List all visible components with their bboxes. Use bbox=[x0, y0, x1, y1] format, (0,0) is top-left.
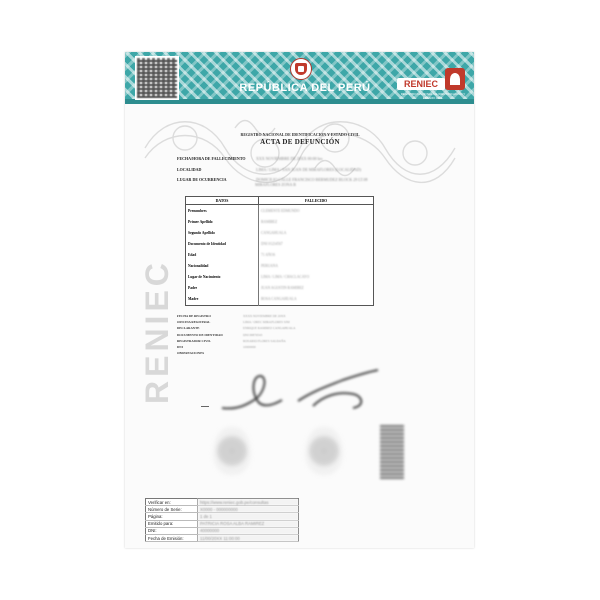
verification-box bbox=[145, 498, 299, 542]
info-label: LUGAR DE OCURRENCIA bbox=[177, 177, 227, 182]
verify-value: PATRICIA ROSA ALBA RAMIREZ bbox=[198, 520, 299, 527]
column-header: DATOS bbox=[186, 197, 259, 205]
info-label: FECHA/HORA DE FALLECIMIENTO bbox=[177, 156, 246, 161]
deceased-data-table bbox=[185, 196, 374, 306]
registration-value: XXXX NOVIEMBRE DE 20XX bbox=[243, 314, 286, 318]
signature-registrar bbox=[293, 366, 383, 416]
table-row bbox=[186, 216, 374, 227]
row-label: Lugar de Nacimiento bbox=[186, 272, 259, 283]
reniec-mark-icon bbox=[445, 68, 465, 90]
info-value: LIMA / LIMA / SAN JUAN DE MIRAFLORES (LOCALIDAD) bbox=[256, 167, 362, 172]
table-row bbox=[186, 283, 374, 294]
registration-label: FECHA DE REGISTRO bbox=[177, 314, 211, 318]
info-value-line2: MIRAFLORES ZONA B bbox=[255, 182, 296, 187]
verify-label: Emitido para: bbox=[146, 520, 198, 527]
verify-value: 1 de 1 bbox=[198, 513, 299, 520]
registration-label: DECLARANTE bbox=[177, 326, 200, 331]
registration-value: LIMA / OREC MIRAFLORES SJM bbox=[243, 320, 290, 325]
barcode-icon bbox=[380, 425, 404, 479]
row-value: 71 AÑOS bbox=[261, 252, 276, 257]
signature-declarant bbox=[217, 370, 287, 415]
table-row bbox=[186, 249, 374, 260]
table-header-row bbox=[186, 197, 374, 205]
verify-label: Fecha de Emisión: bbox=[146, 534, 198, 541]
table-row bbox=[146, 506, 299, 513]
registration-label: OFICINA REGISTRAL bbox=[177, 320, 211, 325]
row-label: Primer Apellido bbox=[186, 216, 259, 227]
row-value: DNI 01234567 bbox=[261, 241, 283, 246]
registration-label: REGISTRADOR CIVIL bbox=[177, 338, 211, 343]
info-value: DOMICILIO CALLE FRANCISCO BERMUDEZ BLOCK 29 LT.08 bbox=[256, 177, 368, 182]
row-value: PERUANA bbox=[261, 264, 278, 269]
registration-row bbox=[177, 351, 427, 357]
table-row bbox=[146, 527, 299, 534]
registration-value: ENRIQUE RAMIREZ CANGAHUALA bbox=[243, 326, 296, 331]
reniec-vertical-watermark: RENIEC bbox=[139, 259, 175, 405]
table-row bbox=[146, 534, 299, 541]
table-row bbox=[186, 205, 374, 217]
qr-code-icon bbox=[135, 56, 179, 100]
row-label: Madre bbox=[186, 294, 259, 306]
verify-label: Página: bbox=[146, 513, 198, 520]
row-label: Prenombres bbox=[186, 205, 259, 217]
verify-label: Verificar en: bbox=[146, 499, 198, 506]
death-certificate-page bbox=[125, 52, 474, 548]
registration-details bbox=[177, 314, 427, 357]
info-row bbox=[177, 177, 437, 187]
fingerprint-registrar-icon bbox=[305, 427, 343, 475]
verify-value: https://www.reniec.gob.pe/consultas bbox=[198, 499, 299, 506]
row-label: Edad bbox=[186, 249, 259, 260]
row-value: LIMA / LIMA / CHACLACAYO bbox=[261, 275, 310, 280]
table-row bbox=[146, 513, 299, 520]
row-value: JUAN AGUSTIN RAMIREZ bbox=[261, 286, 304, 291]
registry-heading: REGISTRO NACIONAL DE IDENTIFICACION Y ESTADO CIVIL bbox=[240, 132, 360, 137]
verify-value: 40000000 bbox=[198, 527, 299, 534]
table-row bbox=[146, 499, 299, 506]
verify-value: 11/00/20XX 11:00:00 bbox=[198, 534, 299, 541]
row-value: CANGAHUALA bbox=[261, 230, 287, 235]
verify-label: DNI: bbox=[146, 527, 198, 534]
row-label: Nacionalidad bbox=[186, 261, 259, 272]
info-value: XXX NOVIEMBRE DE 20XX 00:00 hrs bbox=[256, 156, 323, 161]
reniec-logo-subtext: REGISTRO NACIONAL DE IDENTIFICACIÓN Y ESTADO CIVIL bbox=[400, 92, 466, 100]
row-value: ROSA CANGAHUALA bbox=[261, 297, 297, 302]
row-label: Segundo Apellido bbox=[186, 227, 259, 238]
table-row bbox=[186, 294, 374, 306]
header-banner bbox=[125, 52, 474, 104]
table-row bbox=[186, 272, 374, 283]
row-label: Padre bbox=[186, 283, 259, 294]
reniec-logo bbox=[397, 68, 469, 98]
registration-label: DOCUMENTO DE IDENTIDAD bbox=[177, 332, 223, 337]
registration-label: DNI bbox=[177, 344, 183, 349]
signature-line bbox=[201, 406, 209, 407]
coat-of-arms-icon bbox=[290, 58, 312, 80]
registration-label: OBSERVACIONES bbox=[177, 351, 205, 356]
info-label: LOCALIDAD bbox=[177, 167, 202, 172]
column-header: FALLECIDO bbox=[259, 197, 374, 205]
row-label: Documento de Identidad bbox=[186, 238, 259, 249]
info-row bbox=[177, 156, 437, 161]
registration-value: DNI 09876543 bbox=[243, 332, 263, 337]
table-row bbox=[186, 261, 374, 272]
verify-label: Número de Serie: bbox=[146, 506, 198, 513]
verify-value: X0000 - 000000000 bbox=[198, 506, 299, 513]
info-row bbox=[177, 167, 437, 172]
ornament-watermark bbox=[125, 108, 474, 188]
reniec-logo-text: RENIEC bbox=[397, 78, 445, 90]
country-title: REPÚBLICA DEL PERÚ bbox=[239, 82, 371, 94]
table-row bbox=[186, 238, 374, 249]
row-value: RAMIREZ bbox=[261, 219, 278, 224]
document-title: ACTA DE DEFUNCIÓN bbox=[260, 138, 340, 146]
registration-value: 10000000 bbox=[243, 344, 256, 349]
table-row bbox=[146, 520, 299, 527]
table-row bbox=[186, 227, 374, 238]
registration-value: ROSARIO FLORES SALDAÑA bbox=[243, 338, 286, 343]
row-value: CLEMENTE EDMUNDO bbox=[261, 208, 300, 213]
fingerprint-declarant-icon bbox=[213, 427, 251, 475]
